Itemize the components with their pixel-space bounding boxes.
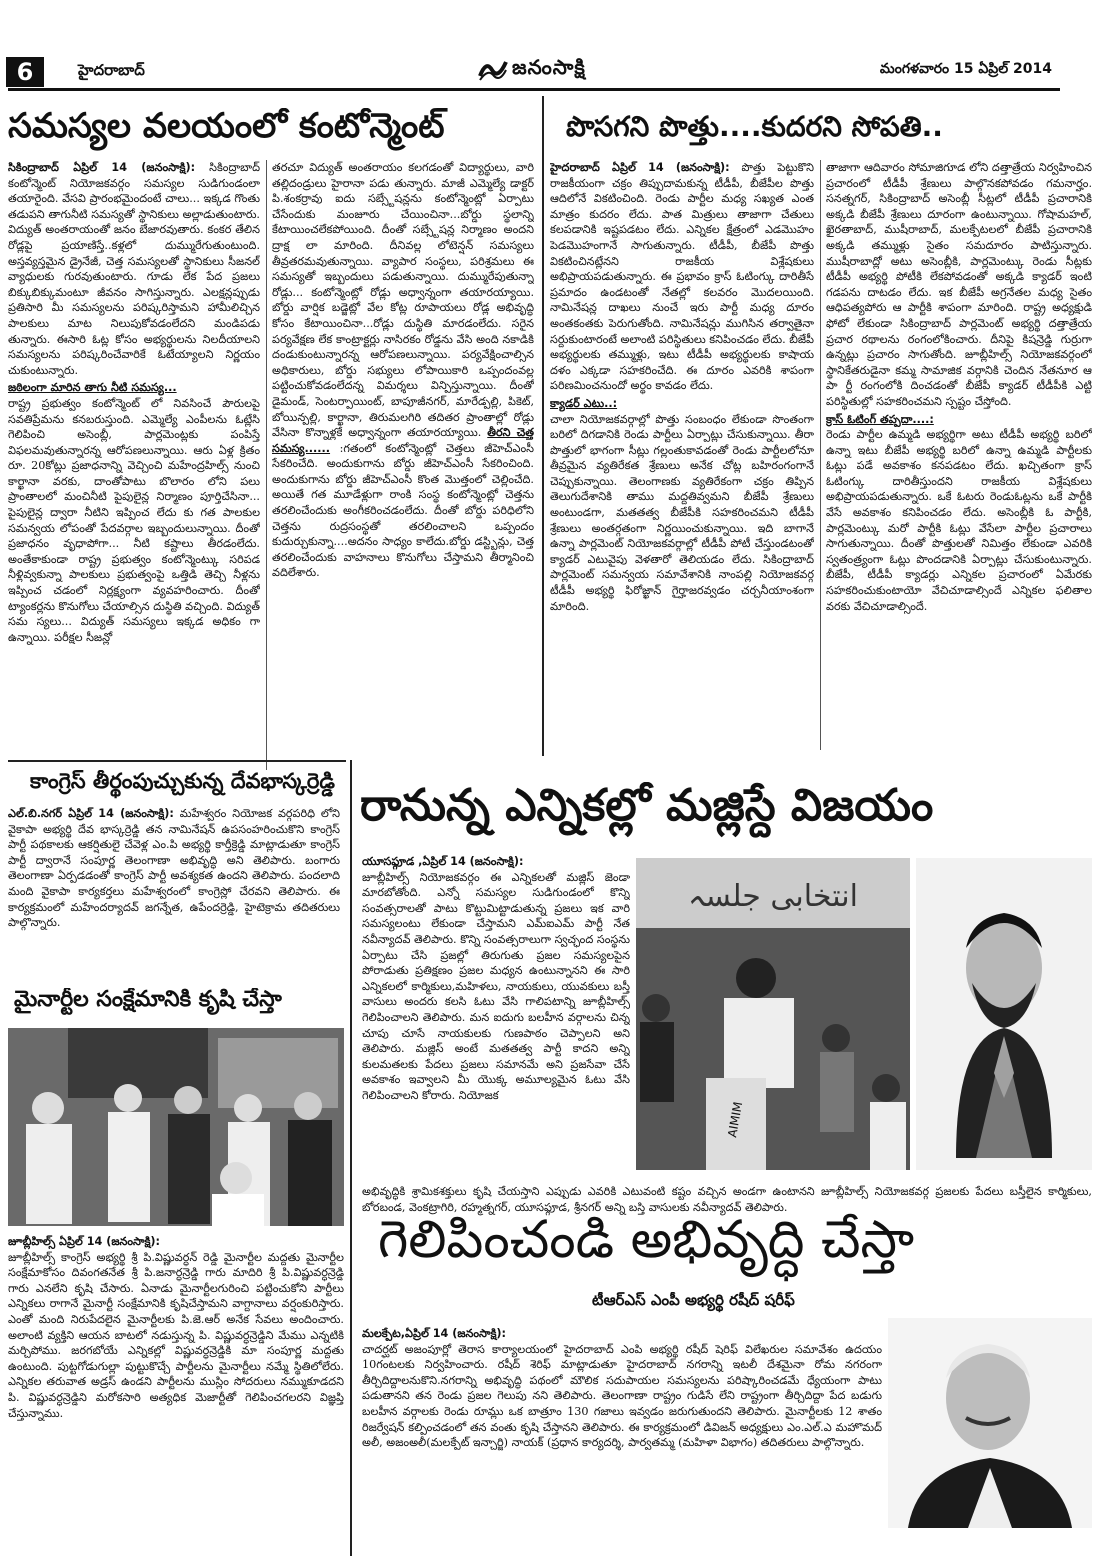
article2-col1-p1: పొత్తు పెట్టుకొని రాజకీయంగా చక్రం తిప్పుదామకున్న టీడీపీ, బీజేపీల పొత్తు ఆదిలోనే వికటించింది. రెండు పార్టీల మధ్య సఖ్యత ఎంత మాత్రం కుదరం లేదు. పాత మిత్రులు తాజాగా చేతులు కలపడానికి ఇష్టపడటం లేదు. ఎన్నికల క్షేత్రంలో ఎడమొహం పెడమొహంగానే సాగుతున్నారు. టీడీపీ, బీజేపీ పొత్తు వికటించినట్లేనని రాజకీయ విశ్లేషకులు అభిప్రాయపడుతున్నారు. ఈ ప్రభావం క్రాస్ ఓటింగ్కు దారితీసే ప్రమాదం ఉండటంతో నేతల్లో కలవరం మొదలయింది. నామినేషన్ల దాఖలు నుంచే ఇరు పార్టీ మధ్య దూరం అంతకంతకు పెరుగుతోంది. నామినేషన్లు ముగిసిన తర్వాతైనా సర్దుకుంటారంటే అలాంటి పరిస్థితులు కనిపించడం లేదు. బీజేపీ అభ్యర్థులకు తమ్ముళ్లు, ఇటు టీడీపీ అభ్యర్థులకు కాషాయ దళం ఎక్కడా సహకరించేది. ఈ దూరం ఎవరికి శాపంగా పరిణమించనుందో అర్థం కావడం లేదు.	[550, 161, 814, 393]
article3-dateline: ఎల్.బి.నగర్ ఏప్రిల్ 14 (జనంసాక్షి):	[8, 807, 174, 820]
candidate-photo	[916, 858, 1092, 1170]
page-number: 6	[6, 57, 44, 87]
article6-dateline: మలక్పేట,ఏప్రిల్ 14 (జనంసాక్షి):	[362, 1327, 507, 1340]
column-divider	[266, 160, 267, 770]
article4-headline: మైనార్టీల సంక్షేమానికి కృషి చేస్తా	[14, 988, 282, 1012]
article5-headline: రానున్న ఎన్నికల్లో మజ్లిస్దే విజయం	[360, 782, 934, 831]
article1-col2-subhead: తీరని చెత్త సమస్య......	[272, 426, 534, 455]
article5-dateline: యూసఫ్గూడ ,ఏప్రిల్ 14 (జనంసాక్షి):	[362, 855, 524, 868]
article6-headline: గెలిపించండి అభివృద్ధి చేస్తా	[378, 1212, 915, 1270]
logo-text: జనంసాక్షి	[512, 54, 586, 79]
group-photo-image	[8, 1028, 344, 1226]
article6-text: చాదర్ఘట్ అజంపూర్లో తెరాస కార్యాలయంలో హైదరాబాద్ ఎంపి అభ్యర్థి రషీద్ షెరిఫ్ విలేఖరుల సమావేశం ఉదయం 10గంటలకు నిర్వహించారు. రషీద్ శెరిఫ్ మాట్లాడుతూ హైదరాబాద్ నగరాన్ని ఇటలీ దేశమైనా రోమ నగరంగా తీర్చిదిద్దాలనుకొని.నగరాన్ని అభివృద్ధి పథంలో మౌలిక సదుపాయల సమస్యలను పరిష్కారించడమే ధ్యేయంగా పాటు పడుతానని తన రెండు ప్రజల గెలుపు నని తెలిపారు. తెలంగాణా రాష్ట్రం గుడిసే లేని రాష్ట్రంగా తీర్చిదిద్దా పేద బడుగు బలహీన వర్గాలకు రెండు రూమ్లు ఒక బాత్రూం 130 గజాలు ఇవ్వడం జరుగుతుందని తెలిపారు. మైనార్టీలకు 12 శాతం రిజర్వేషన్ కల్పించడంలో తన వంతు కృషి చేస్తానని తెలిపారు. ఈ కార్యక్రమంలో డివిజన్ అధ్యక్షులు ఎం.ఎల్.ఎ మహొమద్ అలీ, అజంఅలీ(మలక్పేట్ ఇన్చార్జి) నాయక్ (ప్రధాన కార్యదర్శి, పార్వతమ్మ (మహిళా విభాగం) తదితరులు పాల్గొన్నారు.	[362, 1342, 882, 1450]
rally-photo-image	[636, 858, 910, 1170]
rasheed-sharif-portrait-image	[888, 1318, 1092, 1528]
article1-col2	[272, 160, 534, 750]
article3-headline: కాంగ్రెస్ తీర్థంపుచ్చుకున్న దేవభాస్కర్రెడ్డి	[30, 770, 335, 793]
rally-banner-text: انتخابی جلسہ	[688, 879, 858, 914]
article2-dateline: హైదరాబాద్ ఏప్రిల్ 14 (జనంసాక్షి):	[550, 161, 730, 174]
podium-text: AIMIM	[725, 1100, 746, 1139]
masthead-logo	[478, 52, 653, 86]
article5-text: జూబ్లీహిల్స్ నియోజకవర్గం ఈ ఎన్నికలతో మజ్లిస్ జెండా మారబోతోంది. ఎన్నో సమస్యల సుడిగుండంలో కొన్ని సంవత్సరాలతో పాటు కొట్టుమిట్టాడుతున్న ప్రజలు ఇక వారి సమస్యలంటు లేకుండా చేస్తామని ఎమ్ఐఎమ్ పార్టీ నేత నవీన్యాదవ్ తెలిపారు. కొన్ని సంవత్సరాలుగా స్వచ్ఛంద సంస్థను ఏర్పాటు చేసి ప్రజల్లో తిరుగుతు ప్రజల సమస్యలపైన పోరాడుతు ప్రతిక్షణం ప్రజల మధ్యన ఉంటున్నానని ఈ సారి ఎన్నికలలో కార్మికులు,మహిళలు, నాయకులు, యువకులు బస్తీ వాసులు అందరు కలసి ఓటు వేసి గాలిపటాన్ని జూబ్లీహిల్స్ గెలిపించాలని తెలిపారు. మన ఐదుగు బలహీన వర్గాలను చిన్న చూపు చూసే నాయకులకు గుణపాఠం చెప్పాలని అని తెలిపారు. మజ్లిస్ అంటే మతతత్వ పార్టీ కాదని అన్ని కులమతలకు పేదలు ప్రజలు సమానమే అని ప్రజసేవా చేసే అవకాశం ఇవ్వాలని మీ యొక్క అమూల్యమైన ఓటు వేసి గెలిపించాలని కోరారు. నియోజక	[362, 870, 630, 1102]
article5-tail: అభివృద్ధికి శ్రామికశక్తులు కృషి చేయస్తాని ఎప్పుడు ఎవరికి ఎటువంటి కష్టం వచ్చిన అండగా ఉంటానని జూబ్లీహిల్స్ నియోజకవర్గ ప్రజలకు పేదలు బస్తీలైన కార్మికులు, బోరబండ, వెంకట్రాగిరి, రహ్మత్నగర్, యూసఫ్గూడ, శ్రీనగర్ అన్ని బస్తి వాసులకు నవీన్యాదవ్ తెలిపారు.	[362, 1185, 1092, 1214]
candidate-portrait-image	[916, 858, 1092, 1170]
article1-col2-p2: :గతంలో కంటోన్మెంట్లో చెత్తలు జీహెచ్ఎంసీ సేకరించేది. అందుకుగాను బోర్డు జీహెచ్ఎంసీ సేకరించింది. అందుకుగాను బోర్డు జీహెచ్ఎంసీ కొంత మొత్తంలో చెల్లించేది. అయితే గత మూడేళ్లుగా రాంకి సంస్థ కంటోన్మెంట్లో చెత్తను తరలించేందుకు అంగీకరించడంలేదు. దీంతో బోర్డు పరిధిలోని చెత్తను రుద్రసంస్థతో తరలించాలని ఒప్పందం కుదుర్చుకున్నా....అదనం సాధ్యం కాలేదు.బోర్డు డస్ట్బిన్లు, చెత్త తరలించేందుకు వాహనాలు కొనుగోలు చేస్తామని తీర్మానించి వదిలేశారు.	[272, 441, 534, 580]
article3-text: మహేశ్వరం నియోజక వర్గపరిధి లోని వైకాపా అభ్యర్థి దేవ భాస్కర్రెడ్డి తన నామినేషన్ ఉపసంహరించుకొని కాంగ్రెస్ పార్టీ పథకాలకు ఆకర్షితులై చేవెళ్ల ఎం.పి అభ్యర్థి కార్తీక్రెడ్డి మాట్లాడుతూ కాంగ్రెస్ పార్టీ ద్వారానే సంపూర్ణ తెలంగాణా అభివృద్ధి అని తెలిపారు. బంగారు తెలంగాణా ఏర్పడడంతో కాంగ్రెస్ పార్టీ అవశ్యకత ఉందని తెలిపారు. పందలాది మంది వైకాపా కార్యకర్తలు మహేశ్వరంలో కాంగ్రెస్లో చేరవని తెలిపారు. ఈ కార్యక్రమంలో మహేందర్యాదవ్ జగన్నేత, ఉపేందర్రెడ్డి, హైటెక్రామ తదితరులు పాల్గొన్నారు.	[8, 807, 340, 930]
article3-body	[8, 806, 340, 984]
article2-col1-p2: చాలా నియోజకవర్గాల్లో పొత్తు సంబంధం లేకుండా సొంతంగా బరిలో దిగడానికి రెండు పార్టీలు ఏర్పాట్లు చేసుకున్నాయి. తీరా పొత్తులో భాగంగా సీట్లు గల్లంతుకావడంతో రెండు పార్టీలలోనూ తీవ్రమైన వ్యతిరేకత శ్రేణులు అనేక చోట్ల బహిరంగంగానే చెప్పుకున్నాయి. తెలంగాణకు వ్యతిరేకంగా చక్రం తిప్పిన తెలుగుదేశానికి తాము మద్దతివ్వమని బీజేపీ శ్రేణులు అంటుండగా, మతతత్వ బీజేపీకి సహకరించమని టీడీపీ శ్రేణులు అంతర్గతంగా నిర్ణయించుకున్నాయి. ఇది బాగానే ఉన్నా పార్లమెంట్ నియోజకవర్గాల్లో టీడీపీ పోటీ చేస్తుండటంతో క్యాడర్ ఎటువైపు వెళతారో తెలియడం లేదు. సికింద్రాబాద్ పార్లమెంట్ సమన్వయ సమావేశానికి నాంపల్లి నియోజకవర్గ టీడీపీ అభ్యర్థి ఫిరోజ్ఖాన్ గైర్హాజరవ్వడం చర్చనీయాంశంగా మారింది.	[550, 412, 814, 613]
rasheed-sharif-photo	[888, 1318, 1092, 1528]
article1-col2-p1: తరచూ విద్యుత్ అంతరాయం కలగడంతో విద్యార్థులు, వారి తల్లిదండ్రులు హైరానా పడు తున్నారు. మాజీ ఎమ్మెల్యే డాక్టర్ పి.శంకర్రావు ఐదు సబ్స్టేషన్లను కంటోన్మెంట్లో ఏర్పాటు చేసేందుకు మంజూరు చేయించినా...బోర్డు స్థలాన్ని కేటాయించలేకపోయింది. దీంతో సబ్స్టేషన్ల నిర్మాణం అందని ద్రాక్ష లా మారింది. దీనివల్ల లోటెన్షన్ సమస్యలు తీవ్రతరమవుతున్నాయి. వ్యాపార సంస్థలు, పరిశ్రమలు ఈ సమస్యతో ఇబ్బందులు పడుతున్నాయి. దుమ్మురేపుతున్నా రోడ్లు... కంటోన్మెంట్లో రోడ్లు అధ్వాన్నంగా తయారయ్యాయి. బోర్డు వార్షిక బడ్జెట్లో వేల కోట్ల రూపాయలు రోడ్ల అభివృద్ధి కోసం కేటాయించినా...రోడ్లు దుస్థితి మారడంలేదు. సరైన పర్యవేక్షణ లేక కాంట్రాక్టర్లు నాసిరకం రోడ్డను వేసి అంది నకాడికి దండుకుంటున్నారన్న ఆరోపణలున్నాయి. పర్యవేక్షించాల్సిన అధికారులు, బోర్డు సభ్యులు లోపాయికారి ఒప్పందంవల్ల పట్టించుకోవడంలేదన్న విమర్శలు విన్పిస్తున్నాయి. దీంతో డైమండ్, సెంటర్పాయింట్, బాపూజీనగర్, మారేడ్పల్లి, పికెట్, బోయిన్పల్లి, కార్ఖానా, తిరుమలగిరి తదితర ప్రాంతాల్లో రోడ్లు వేసినా కొన్నాళ్లకే అధ్వాన్నంగా తయారయ్యాయి.	[272, 161, 534, 440]
header-rule	[8, 88, 1060, 91]
column-divider	[820, 160, 821, 750]
article2-col1	[550, 160, 814, 755]
article4-body	[8, 1234, 344, 1554]
article2-col2-subhead: క్రాస్ ఓటింగ్ తప్పదా....:	[826, 412, 934, 426]
article5-body	[362, 854, 630, 1182]
logo-wave-icon	[478, 56, 508, 82]
article2-col1-subhead: క్యాడర్ ఎటు..:	[550, 396, 618, 410]
article2-headline: పొసగని పొత్తు....కుదరని సోపతి..	[566, 112, 943, 143]
article6-subheadline: టీఆర్ఎస్ ఎంపీ అభ్యర్థి రషీద్ షరీఫ్	[592, 1292, 795, 1309]
article-divider	[8, 760, 346, 762]
minority-leaders-photo	[8, 1028, 344, 1226]
section-city: హైదరాబాద్	[78, 61, 145, 79]
article1-headline: సమస్యల వలయంలో కంటోన్మెంట్	[8, 108, 445, 146]
section-divider	[542, 96, 544, 756]
article1-dateline: సికింద్రాబాద్ ఏప్రిల్ 14 (జనంసాక్షి):	[8, 161, 196, 174]
article1-col1-p1: సికింద్రాబాద్ కంటోన్మెంట్ నియోజకవర్గం సమస్యల సుడిగుండంలా తయారైంది. వేసవి ప్రారంభమైందంటే చాలు... ఇక్కడ గొంతు తడుపని తాగునీటి సమస్యతో స్థానికులు అల్లాడుతుంటారు. విద్యుత్ అంతరాయంతో జనం బేజారవుతారు. కంకర తేలిన రోడ్లపై ప్రయాణిస్తే..కళ్లలో దుమ్మురేగుతుంటుంది. అస్తవ్యస్తమైన డ్రైనేజీ, చెత్త సమస్యలతో స్థానికులు సీజనల్ వ్యాధులకు గురవుతుంటారు. గూడు లేక పేద ప్రజలు బిక్కుబిక్కుమంటూ జీవనం సాగిస్తున్నారు. ఎలక్షన్లప్పుడు ప్రతిసారి మీ సమస్యలను పరిష్కరిస్తామని హామీలిచ్చిన పాలకులు మాట నిలుపుకోవడంలేదని మండిపడు తున్నారు. ఈసారి ఓట్ల కోసం అభ్యర్థులను నిలదీయాలని సమస్యలను పరిష్కరించేవారికే ఓటేయ్యాలని నిర్ణయం చుకుంటున్నారు.	[8, 161, 260, 377]
article2-col2-p2: రెండు పార్టీల ఉమ్మడి అభ్యర్థిగా అటు టీడీపీ అభ్యర్థి బరిలో ఉన్నా ఇటు బీజేపీ అభ్యర్థి బరిలో ఉన్నా ఉమ్మడి పార్టీలకు ఓట్లు పడే అవకాశం కనపడటం లేదు. ఖచ్చితంగా క్రాస్ ఓటింగ్కు దారితీస్తుందని రాజకీయ విశ్లేషకులు అభిప్రాయపడుతున్నారు. ఒకే ఓటరు రెండుఓట్లను ఒకే పార్టీకి వేసే అవకాశం కనిపించడం లేదు. అసెంబ్లీకి ఓ పార్టీకి, పార్లమెంట్కు మరో పార్టీకి ఓట్లు వేసేలా పార్టీల ప్రచారాలు సాగుతున్నాయి. దీంతో పొత్తులతో నిమిత్తం లేకుండా ఎవరికి స్వతంత్ర్యంగా ఓట్లు పొందడానికి ఏర్పాట్లు చేసుకుంటున్నారు. బీజేపీ, టీడీపీ క్యాడర్లు ఎన్నికల ప్రచారంలో ఏమేరకు సహకరించుకుంటాయో వేచిచూడాల్సిందే ఎన్నికల ఫలితాల వరకు వేచిచూడాల్సిందే.	[826, 428, 1092, 613]
issue-date: మంగళవారం 15 ఏప్రిల్ 2014	[879, 61, 1052, 77]
article6-body	[362, 1326, 882, 1556]
article4-dateline: జూబ్లీహిల్స్ ఏప్రిల్ 14 (జనంసాక్షి):	[8, 1235, 161, 1248]
article1-col1	[8, 160, 260, 770]
article1-col1-p2: రాష్ట్ర ప్రభుత్వం కంటోన్మెంట్ లో నివసించే పౌరులపై సవతిప్రేమను కనబరుస్తుంది. ఎమ్మెల్యే ఎంపీలను ఓట్లేసి గెలిపించి అసెంబ్లీ, పార్లమెంట్లకు పంపిస్తే విఫలమవుతున్నారన్న ఆరోపణలున్నాయి. ఆరు ఏళ్ల క్రితం రూ. 20కోట్లు ప్రజాధనాన్ని వెచ్చించి మహేంద్రహిల్స్ నుంచి కార్ఖానా వరకు, దాంతోపాటు బొలారం లోని పలు ప్రాంతాలలో మంచినీటి పైపులైన్ల నిర్మాణం పూర్తిచేసినా... పైపులైన్ల ద్వారా నీటిని ఇప్పించ లేదు కు గత పాలకుల సమన్వయ లోపంతో పేదవర్గాల ఇబ్బందులున్నాయి. దీంతో ప్రజాధనం వృధాపోగా... నీటి కష్టాలు తీరడంలేదు. అంతేకాకుండా రాష్ట్ర ప్రభుత్వం కంటోన్మెంట్కు సరిపడ నీళ్లివ్వకున్నా పాలకులు ప్రభుత్వంపై ఒత్తిడి తెచ్చి నీళ్లను ఇప్పించ చడంలో నిర్లక్ష్యంగా వ్యవహరించారు. దీంతో ట్యాంకర్లను కొనుగోలు చేయాల్సిన దుస్థితి వచ్చింది. విద్యుత్ సమ స్యలు... విద్యుత్ సమస్యలు ఇక్కడ అధికం గా ఉన్నాయి. పరీక్షల సీజన్లో	[8, 396, 260, 644]
article1-col1-subhead: జఠిలంగా మారిన తాగు నీటి సమస్య...	[8, 381, 177, 395]
article2-col2-p1: తాజాగా ఆదివారం సోమాజిగూడ లోని దత్తాత్రేయ నిర్వహించిన ప్రచారంలో టీడీపీ శ్రేణులు పాల్గొనకపోవడం గమనార్హం. సనత్నగర్, సికింద్రాబాద్ అసెంబ్లీ సీట్లలో టీడీపీ ప్రచారానికి అక్కడి బీజేపీ శ్రేణులు దూరంగా ఉంటున్నాయి. గోషామహల్, ఖైరతాబాద్, ముషీరాబాద్, మలక్పేటలలో బీజేపీ ప్రచారానికి అక్కడి తమ్ముళ్లు సైతం సమదూరం పాటిస్తున్నారు. ముషీరాబాద్లో అటు అసెంబ్లీకి, పార్లమెంట్కు రెండు సీట్లకు టీడీపీ అభ్యర్థి పోటీకి లేకపోవడంతో అక్కడి క్యాడర్ ఇంటి గడపను దాటడం లేదు. ఇక బీజేపీ అగ్రనేతల మధ్య సైతం ఆధిపత్యపోరు ఆ పార్టీకి శాపంగా మారింది. రాష్ట్ర అధ్యక్షుడి ఫోటో లేకుండా సికింద్రాబాద్ పార్లమెంట్ అభ్యర్థి దత్తాత్రేయ ప్రచార రథాలను రంగంలోకించారు. దీనిపై కిషన్రెడ్డి గుర్రుగా ఉన్నట్లు ప్రచారం సాగుతోంది. జూబ్లీహిల్స్ నియోజకవర్గంలో స్థానికేతరుడైనా కమ్మ సామాజిక వర్గానికి చెందిన నేతనూర ఆ పా ర్టీ రంగంలోకి దించడంతో బీజేపీ క్యాడర్ టీడీపీకి ఎట్టి పరిస్థితుల్లో సహకరించమని స్పష్టం చేస్తోంది.	[826, 161, 1092, 408]
section-divider	[350, 760, 352, 1556]
article2-col2	[826, 160, 1092, 755]
rally-photo	[636, 858, 910, 1170]
article4-text: జూబ్లీహిల్స్ కాంగ్రెస్ అభ్యర్థి శ్రీ పి.విష్ణువర్ధన్ రెడ్డి మైనార్టీల మద్దతు మైనార్టీల సంక్షేమాకోసం దివంగతనేత శ్రీ పి.జనార్ధన్రెడ్డి గారు మాదిరి శ్రీ పి.విష్ణువర్ధన్రెడ్డి గారు ఎనలేని కృషి చేసారు. ఏనాడు మైనార్టీలగురించి పట్టించుకోని పార్టీలు ఎన్నికలు రాగానే మైనార్టీ సంక్షేమానికి కృషిచేస్తామని వాగ్దానాలు వర్షంకురిస్తారు. ఎంతో మంది నిరుపేదలైన మైనార్టీలకు పి.జె.ఆర్ అనేక సేవలు అందించారు. అలాంటి వ్యక్తిని ఆయన బాటలో నడుస్తున్న పి. విష్ణువర్ధన్రెడ్డిని మేము ఎన్నటికి మర్చిపోము. జరగబోయే ఎన్నికల్లో విష్ణువర్ధన్రెడ్డికి మా సంపూర్ణ మద్దతు ఉంటుంది. పుట్టగోడుగుల్లా పుట్టుకొచ్చే పార్టీలను మైనార్టీలు నమ్మే స్థితిలోలేరు. ఎన్నికల తరువాత అడ్రస్ ఉండని పార్టీలను ముస్లిం సోదరులు నమ్ముకూడదని పి. విష్ణువర్ధన్రెడ్డిని మరోకసారి అత్యధిక మెజార్టీతో గెలిపించగలరని విజ్ఞప్తి చేస్తున్నాము.	[8, 1250, 344, 1420]
